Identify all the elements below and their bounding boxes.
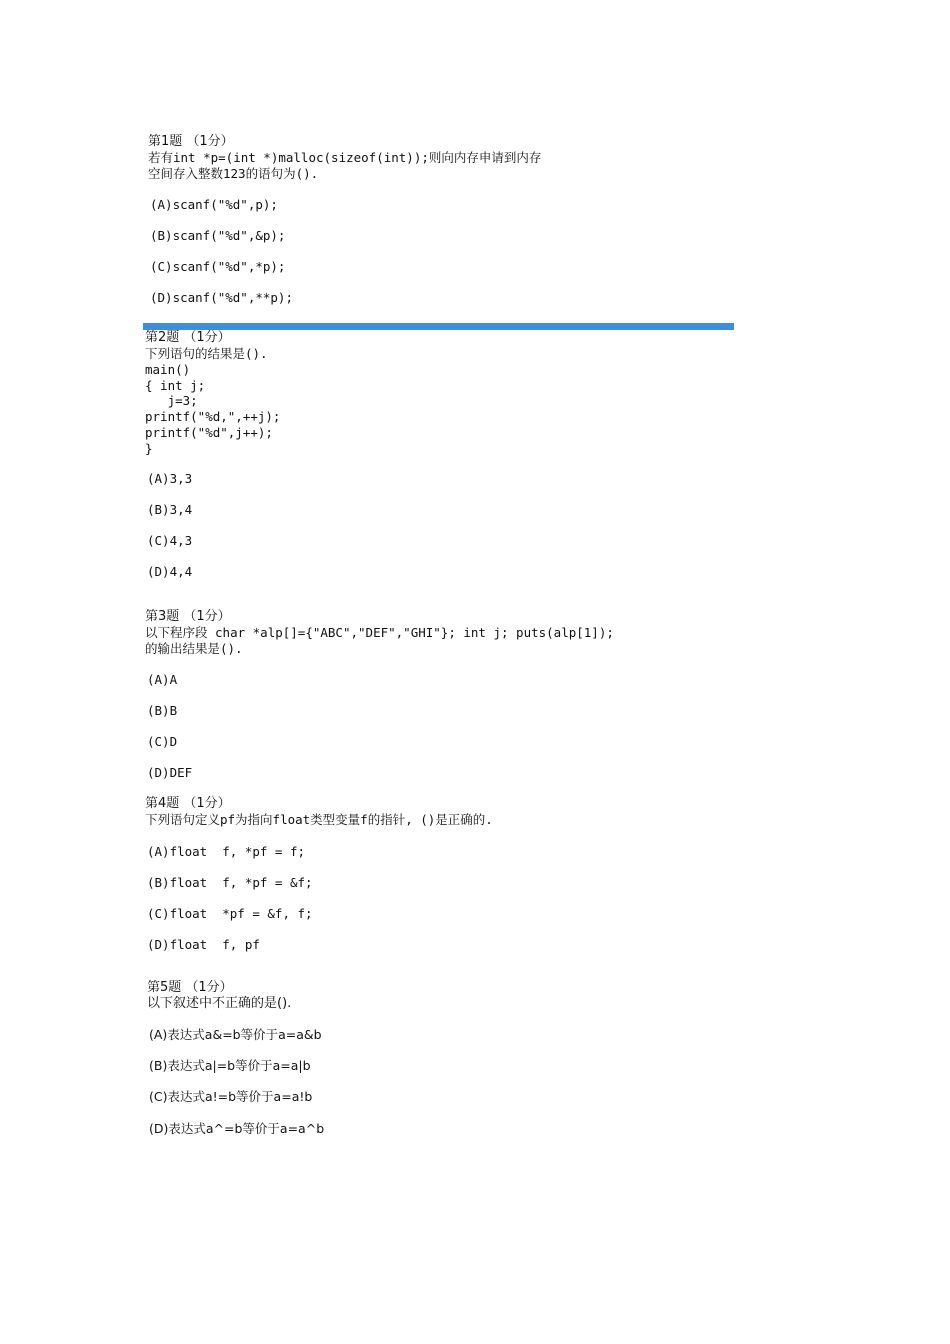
question-1-option-d[interactable]: (D)scanf("%d",**p);: [150, 290, 293, 305]
question-4-option-a[interactable]: (A)float f, *pf = f;: [147, 844, 306, 859]
question-3-title: 第3题 （1分）: [145, 609, 231, 624]
question-3-stem-line-1: 以下程序段 char *alp[]={"ABC","DEF","GHI"}; int j; puts(alp[1]);: [145, 625, 614, 640]
question-4-option-c[interactable]: (C)float *pf = &f, f;: [147, 906, 313, 921]
question-5-option-a[interactable]: (A)表达式a&=b等价于a=a&b: [149, 1027, 322, 1042]
question-4-option-b[interactable]: (B)float f, *pf = &f;: [147, 875, 313, 890]
question-3-option-d[interactable]: (D)DEF: [147, 765, 193, 780]
question-3-option-b[interactable]: (B)B: [147, 703, 178, 718]
question-2-option-c[interactable]: (C)4,3: [147, 533, 193, 548]
question-4-stem-line-1: 下列语句定义pf为指向float类型变量f的指针, ()是正确的.: [145, 812, 493, 827]
question-4-option-d[interactable]: (D)float f, pf: [147, 937, 260, 952]
question-1-title: 第1题 （1分）: [148, 134, 234, 149]
question-5-stem-line-1: 以下叙述中不正确的是().: [147, 996, 292, 1011]
question-1-option-a[interactable]: (A)scanf("%d",p);: [150, 197, 278, 212]
question-5-option-d[interactable]: (D)表达式a^=b等价于a=a^b: [149, 1121, 325, 1136]
question-5-option-c[interactable]: (C)表达式a!=b等价于a=a!b: [149, 1089, 313, 1104]
question-3-stem-line-2: 的输出结果是().: [145, 641, 243, 656]
question-2-stem-line-2: main(): [145, 362, 191, 377]
question-5-title: 第5题 （1分）: [147, 980, 233, 995]
question-3-option-a[interactable]: (A)A: [147, 672, 178, 687]
question-2-title: 第2题 （1分）: [145, 330, 231, 345]
question-2-stem-line-6: printf("%d",j++);: [145, 425, 273, 440]
question-2-stem-line-4: j=3;: [145, 393, 198, 408]
question-2-option-a[interactable]: (A)3,3: [147, 471, 193, 486]
question-1-stem-line-1: 若有int *p=(int *)malloc(sizeof(int));则向内存申请到内存: [148, 150, 542, 165]
question-2-option-d[interactable]: (D)4,4: [147, 564, 193, 579]
question-3-option-c[interactable]: (C)D: [147, 734, 178, 749]
question-1-stem-line-2: 空间存入整数123的语句为().: [148, 166, 319, 181]
question-5-option-b[interactable]: (B)表达式a|=b等价于a=a|b: [149, 1058, 311, 1073]
question-2-stem-line-3: { int j;: [145, 378, 206, 393]
question-1-option-b[interactable]: (B)scanf("%d",&p);: [150, 228, 286, 243]
question-2-option-b[interactable]: (B)3,4: [147, 502, 193, 517]
question-2-stem-line-1: 下列语句的结果是().: [145, 346, 268, 361]
question-2-stem-line-5: printf("%d,",++j);: [145, 409, 281, 424]
section-divider: [143, 323, 734, 330]
question-4-title: 第4题 （1分）: [145, 796, 231, 811]
question-1-option-c[interactable]: (C)scanf("%d",*p);: [150, 259, 286, 274]
question-2-stem-line-7: }: [145, 441, 153, 456]
